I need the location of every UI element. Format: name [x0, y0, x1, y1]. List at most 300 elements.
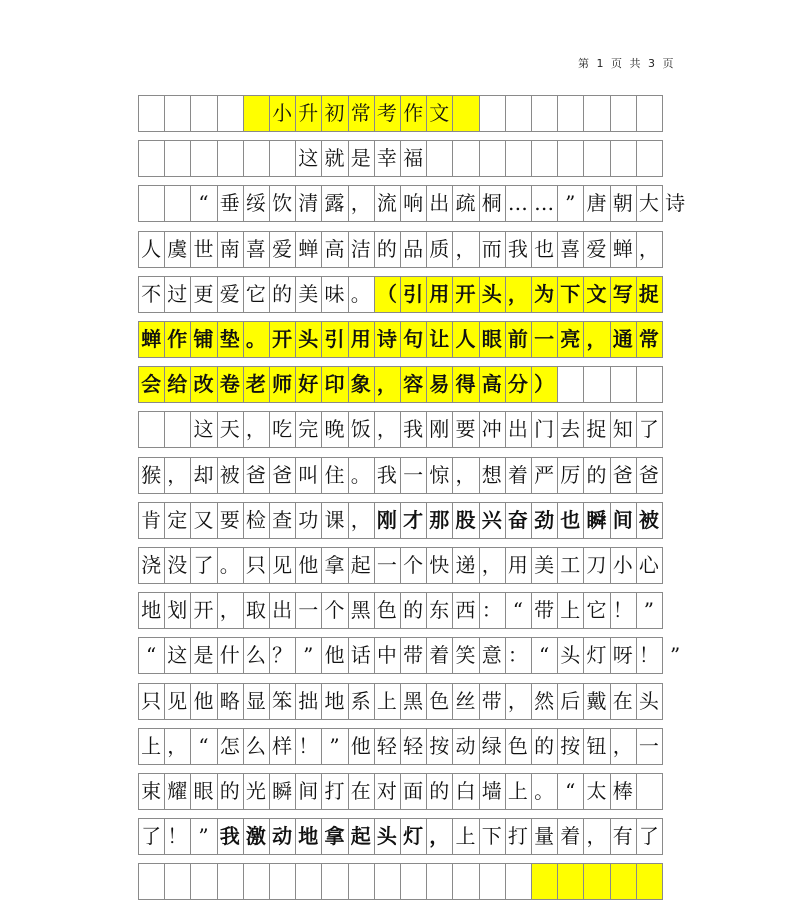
grid-row-end — [662, 276, 663, 313]
essay-char: 引 — [324, 327, 345, 351]
essay-char: 丝 — [455, 688, 476, 713]
essay-char: 拙 — [298, 688, 319, 713]
essay-char: 卷 — [219, 372, 240, 397]
grid-row — [138, 725, 662, 768]
essay-char: 戴 — [586, 688, 607, 713]
essay-char: 爱 — [272, 236, 293, 261]
essay-char: 劲 — [534, 507, 555, 532]
essay-char: （ — [376, 281, 397, 306]
essay-char: 见 — [272, 553, 293, 577]
essay-char: 文 — [429, 101, 450, 125]
essay-char: 一 — [298, 598, 319, 623]
essay-char: 兴 — [481, 507, 502, 532]
essay-char: 过 — [167, 281, 188, 306]
grid-row-end — [662, 411, 663, 448]
grid-row — [138, 318, 662, 361]
essay-char: 。 — [350, 462, 371, 487]
essay-char: 递 — [455, 553, 476, 577]
essay-char: 的 — [272, 281, 293, 306]
essay-char: 快 — [429, 553, 450, 577]
essay-char: 住 — [324, 462, 345, 487]
essay-char: 太 — [586, 779, 607, 803]
essay-char: 爸 — [638, 462, 659, 487]
essay-char: 按 — [429, 733, 450, 758]
essay-char: 老 — [245, 372, 266, 397]
essay-line — [138, 366, 662, 403]
grid-cell — [374, 863, 400, 900]
essay-char: 幸 — [376, 146, 397, 171]
essay-char: “ — [565, 779, 576, 803]
essay-char: 的 — [429, 779, 450, 803]
essay-char: 刚 — [429, 417, 450, 442]
essay-char: 我 — [219, 824, 240, 849]
essay-char: 作 — [403, 101, 424, 125]
essay-char: 通 — [612, 327, 633, 351]
essay-char: 肯 — [141, 507, 162, 532]
essay-char: 在 — [612, 688, 633, 713]
grid-cell — [321, 863, 347, 900]
essay-char: 师 — [272, 372, 293, 397]
essay-line — [138, 773, 662, 810]
grid-row-end — [662, 863, 663, 900]
essay-char: 引 — [403, 281, 424, 306]
essay-char: 了 — [638, 824, 659, 849]
essay-char: 得 — [455, 372, 476, 397]
grid-row-end — [662, 728, 663, 765]
grid-cell — [557, 863, 583, 900]
essay-char: 叫 — [298, 462, 319, 487]
essay-char: 起 — [350, 824, 371, 849]
essay-line — [138, 185, 686, 222]
grid-row-end — [662, 366, 663, 403]
essay-char: 升 — [298, 101, 319, 125]
essay-char: 这 — [167, 643, 188, 668]
essay-char: 打 — [324, 779, 345, 803]
essay-char: 着 — [429, 643, 450, 668]
grid-row-end — [662, 683, 663, 720]
essay-char: 打 — [507, 824, 528, 849]
essay-char: ， — [507, 688, 528, 713]
essay-char: ， — [638, 236, 659, 261]
essay-char: “ — [538, 643, 550, 668]
grid-row-end — [662, 773, 663, 810]
essay-char: 也 — [560, 507, 581, 532]
essay-char: 不 — [141, 281, 162, 306]
essay-char: 意 — [481, 643, 502, 668]
essay-char: … — [507, 191, 528, 216]
essay-char: 流 — [376, 191, 397, 216]
essay-char: 被 — [638, 507, 659, 532]
essay-char: 刀 — [586, 553, 607, 577]
essay-char: 动 — [455, 733, 476, 758]
essay-char: 洁 — [350, 236, 371, 261]
essay-char: 量 — [534, 824, 555, 849]
essay-char: 改 — [193, 372, 214, 397]
essay-char: 色 — [507, 733, 528, 758]
essay-char: 用 — [507, 553, 528, 577]
essay-char: 象 — [350, 372, 371, 397]
essay-char: 带 — [534, 598, 555, 623]
essay-char: 瞬 — [272, 779, 293, 803]
essay-char: ， — [612, 733, 633, 758]
essay-char: 起 — [350, 553, 371, 577]
essay-char: 的 — [534, 733, 555, 758]
essay-grid-paper — [138, 92, 686, 853]
essay-char: 没 — [167, 553, 188, 577]
essay-char: 它 — [586, 598, 607, 623]
essay-char: 露 — [324, 191, 345, 216]
essay-char: 蝉 — [141, 327, 162, 351]
essay-char: 带 — [481, 688, 502, 713]
essay-char: 是 — [193, 643, 214, 668]
grid-cell — [531, 863, 557, 900]
page-number: 第 1 页 共 3 页 — [578, 57, 676, 70]
essay-char: 也 — [534, 236, 555, 261]
grid-cell — [583, 863, 609, 900]
essay-char: 美 — [534, 553, 555, 577]
essay-char: ： — [507, 643, 528, 668]
essay-char: ！ — [612, 598, 633, 623]
essay-char: 朝 — [612, 191, 633, 216]
essay-char: 一 — [376, 553, 397, 577]
essay-char: 容 — [403, 372, 424, 397]
grid-row — [138, 454, 662, 497]
essay-char: 出 — [272, 598, 293, 623]
essay-char: 垂 — [219, 191, 240, 216]
essay-line — [138, 276, 662, 313]
essay-char: 了 — [141, 824, 162, 849]
essay-char: ！ — [638, 643, 659, 668]
essay-char: 。 — [245, 327, 266, 351]
essay-char: 股 — [455, 507, 476, 532]
essay-char: 眼 — [481, 327, 502, 351]
essay-char: … — [534, 191, 555, 216]
grid-row-end — [662, 140, 663, 177]
essay-char: 作 — [167, 327, 188, 351]
essay-char: 面 — [403, 779, 424, 803]
essay-char: 开 — [455, 281, 476, 306]
essay-char: 钮 — [586, 733, 607, 758]
essay-char: 东 — [429, 598, 450, 623]
essay-char: 会 — [141, 372, 162, 397]
essay-line — [138, 592, 662, 629]
essay-char: 铺 — [193, 327, 214, 351]
essay-char: 上 — [376, 688, 397, 713]
essay-char: 唐 — [586, 191, 607, 216]
essay-char: ” — [198, 824, 209, 849]
grid-cell — [400, 863, 426, 900]
grid-row — [138, 589, 662, 632]
essay-char: 要 — [219, 507, 240, 532]
essay-char: 色 — [376, 598, 397, 623]
grid-cell — [190, 863, 216, 900]
essay-char: 定 — [167, 507, 188, 532]
grid-cell — [426, 863, 452, 900]
essay-char: 奋 — [507, 507, 528, 532]
essay-char: ” — [565, 191, 576, 216]
grid-cell — [452, 863, 478, 900]
essay-char: 白 — [455, 779, 476, 803]
essay-char: 虞 — [167, 236, 188, 261]
essay-char: 出 — [429, 191, 450, 216]
essay-char: ， — [481, 553, 502, 577]
grid-cell — [138, 863, 164, 900]
essay-char: 常 — [350, 101, 371, 125]
essay-char: 爱 — [219, 281, 240, 306]
essay-char: 蝉 — [612, 236, 633, 261]
essay-char: 严 — [534, 462, 555, 487]
essay-char: 显 — [245, 688, 266, 713]
essay-line — [138, 95, 662, 132]
essay-char: 墙 — [481, 779, 502, 803]
essay-char: 质 — [429, 236, 450, 261]
essay-char: 拿 — [324, 824, 345, 849]
essay-char: 想 — [481, 462, 502, 487]
essay-char: 中 — [376, 643, 397, 668]
essay-char: 下 — [481, 824, 502, 849]
essay-char: ， — [455, 236, 476, 261]
essay-char: 头 — [298, 327, 319, 351]
essay-char: 的 — [403, 598, 424, 623]
essay-char: 好 — [298, 372, 319, 397]
essay-char: 蝉 — [298, 236, 319, 261]
essay-char: 更 — [193, 281, 214, 306]
essay-char: 喜 — [560, 236, 581, 261]
essay-char: 我 — [403, 417, 424, 442]
essay-char: 给 — [167, 372, 188, 397]
essay-char: 轻 — [403, 733, 424, 758]
essay-char: 完 — [298, 417, 319, 442]
essay-char: 大 — [638, 191, 659, 216]
essay-char: 样 — [272, 733, 293, 758]
essay-char: 一 — [403, 462, 424, 487]
essay-char: 间 — [612, 507, 633, 532]
essay-char: 开 — [193, 598, 214, 623]
essay-char: 句 — [403, 327, 424, 351]
essay-char: 个 — [324, 598, 345, 623]
essay-char: 他 — [350, 733, 371, 758]
essay-char: 拿 — [324, 553, 345, 577]
grid-row — [138, 499, 662, 542]
essay-char: 。 — [219, 553, 240, 577]
essay-char: 一 — [638, 733, 659, 758]
essay-char: 工 — [560, 553, 581, 577]
essay-char: 冲 — [481, 417, 502, 442]
essay-char: ， — [376, 372, 397, 397]
essay-char: 惊 — [429, 462, 450, 487]
essay-char: 检 — [245, 507, 266, 532]
essay-char: 分 — [507, 372, 528, 397]
grid-row-end — [662, 502, 663, 539]
essay-char: 文 — [586, 281, 607, 306]
essay-char: 爸 — [245, 462, 266, 487]
essay-char: ， — [350, 191, 371, 216]
essay-char: 他 — [193, 688, 214, 713]
grid-row-end — [662, 547, 663, 584]
essay-line — [138, 140, 662, 177]
essay-char: 下 — [560, 281, 581, 306]
essay-char: ！ — [167, 824, 188, 849]
essay-char: 黑 — [403, 688, 424, 713]
essay-char: 头 — [560, 643, 581, 668]
essay-char: ， — [350, 507, 371, 532]
grid-cell — [348, 863, 374, 900]
essay-char: 美 — [298, 281, 319, 306]
essay-char: 常 — [638, 327, 659, 351]
grid-row — [138, 273, 662, 316]
essay-char: 让 — [429, 327, 450, 351]
essay-line — [138, 547, 662, 584]
grid-cell — [636, 863, 662, 900]
essay-char: 是 — [350, 146, 371, 171]
essay-char: 才 — [403, 507, 424, 532]
essay-char: 诗 — [376, 327, 397, 351]
essay-char: 却 — [193, 462, 214, 487]
essay-line — [138, 321, 662, 358]
essay-char: 他 — [324, 643, 345, 668]
essay-char: 只 — [141, 688, 162, 713]
essay-char: 然 — [534, 688, 555, 713]
essay-char: 黑 — [350, 598, 371, 623]
essay-line — [138, 683, 662, 720]
essay-char: 味 — [324, 281, 345, 306]
essay-char: 为 — [534, 281, 555, 306]
essay-char: 亮 — [560, 327, 581, 351]
essay-char: 上 — [455, 824, 476, 849]
essay-char: 了 — [638, 417, 659, 442]
grid-cell — [295, 863, 321, 900]
essay-char: 动 — [272, 824, 293, 849]
essay-char: 捉 — [586, 417, 607, 442]
essay-char: 绥 — [245, 191, 266, 216]
grid-row-end — [662, 592, 663, 629]
essay-char: 。 — [534, 779, 555, 803]
essay-char: 厉 — [560, 462, 581, 487]
essay-char: 按 — [560, 733, 581, 758]
essay-char: 它 — [245, 281, 266, 306]
essay-char: ， — [376, 417, 397, 442]
essay-char: 就 — [324, 146, 345, 171]
essay-char: ） — [534, 372, 555, 397]
grid-row — [138, 92, 662, 135]
essay-char: 喜 — [245, 236, 266, 261]
essay-char: 带 — [403, 643, 424, 668]
essay-char: 小 — [272, 101, 293, 125]
essay-char: 福 — [403, 146, 424, 171]
essay-line — [138, 637, 681, 674]
essay-char: 束 — [141, 779, 162, 803]
grid-row — [138, 137, 662, 180]
essay-char: 他 — [298, 553, 319, 577]
essay-char: ： — [481, 598, 502, 623]
essay-char: 疏 — [455, 191, 476, 216]
essay-char: 瞬 — [586, 507, 607, 532]
essay-char: 地 — [324, 688, 345, 713]
essay-char: 写 — [612, 281, 633, 306]
grid-row — [138, 770, 662, 813]
essay-char: 我 — [376, 462, 397, 487]
essay-char: ， — [219, 598, 240, 623]
essay-char: 耀 — [167, 779, 188, 803]
essay-char: 个 — [403, 553, 424, 577]
essay-char: 小 — [612, 553, 633, 577]
essay-char: 去 — [560, 417, 581, 442]
essay-char: 地 — [141, 598, 162, 623]
grid-row — [138, 408, 662, 451]
essay-char: ， — [429, 824, 450, 849]
essay-char: 出 — [507, 417, 528, 442]
essay-char: ， — [586, 824, 607, 849]
essay-char: 心 — [638, 553, 659, 577]
essay-char: 绿 — [481, 733, 502, 758]
essay-char: 晚 — [324, 417, 345, 442]
grid-row-end — [662, 457, 663, 494]
essay-char: 品 — [403, 236, 424, 261]
essay-char: 头 — [481, 281, 502, 306]
essay-char: 刚 — [376, 507, 397, 532]
essay-char: 功 — [298, 507, 319, 532]
essay-char: 系 — [350, 688, 371, 713]
grid-row — [138, 182, 686, 225]
essay-char: 着 — [507, 462, 528, 487]
essay-char: 门 — [534, 417, 555, 442]
essay-char: 南 — [219, 236, 240, 261]
essay-char: 一 — [534, 327, 555, 351]
essay-char: ” — [643, 598, 654, 623]
essay-char: 初 — [324, 101, 345, 125]
essay-char: ” — [303, 643, 314, 668]
essay-line — [138, 411, 662, 448]
essay-char: ， — [455, 462, 476, 487]
grid-cell — [610, 863, 636, 900]
essay-char: “ — [512, 598, 523, 623]
essay-char: ， — [586, 327, 607, 351]
essay-char: 上 — [141, 733, 162, 758]
essay-char: 知 — [612, 417, 633, 442]
essay-char: 地 — [298, 824, 319, 849]
essay-char: 又 — [193, 507, 214, 532]
essay-char: 考 — [376, 101, 397, 125]
essay-char: 的 — [376, 236, 397, 261]
essay-char: 高 — [324, 236, 345, 261]
essay-char: 头 — [638, 688, 659, 713]
essay-char: ， — [507, 281, 528, 306]
essay-char: 的 — [586, 462, 607, 487]
essay-char: 我 — [507, 236, 528, 261]
grid-row — [138, 634, 681, 677]
essay-char: 响 — [403, 191, 424, 216]
essay-char: 桐 — [481, 191, 502, 216]
essay-char: 笨 — [272, 688, 293, 713]
essay-char: 浇 — [141, 553, 162, 577]
essay-char: 眼 — [193, 779, 214, 803]
essay-char: 笑 — [455, 643, 476, 668]
essay-line — [138, 818, 662, 855]
essay-char: 垫 — [219, 327, 240, 351]
essay-char: ， — [167, 733, 188, 758]
essay-line — [138, 231, 662, 268]
essay-char: 西 — [455, 598, 476, 623]
essay-char: 有 — [612, 824, 633, 849]
essay-char: 什 — [219, 643, 240, 668]
grid-row — [138, 680, 662, 723]
essay-char: 诗 — [665, 191, 686, 216]
essay-char: ” — [329, 733, 340, 758]
essay-char: 轻 — [376, 733, 397, 758]
essay-char: 略 — [219, 688, 240, 713]
essay-char: 头 — [376, 824, 397, 849]
essay-char: 怎 — [219, 733, 240, 758]
